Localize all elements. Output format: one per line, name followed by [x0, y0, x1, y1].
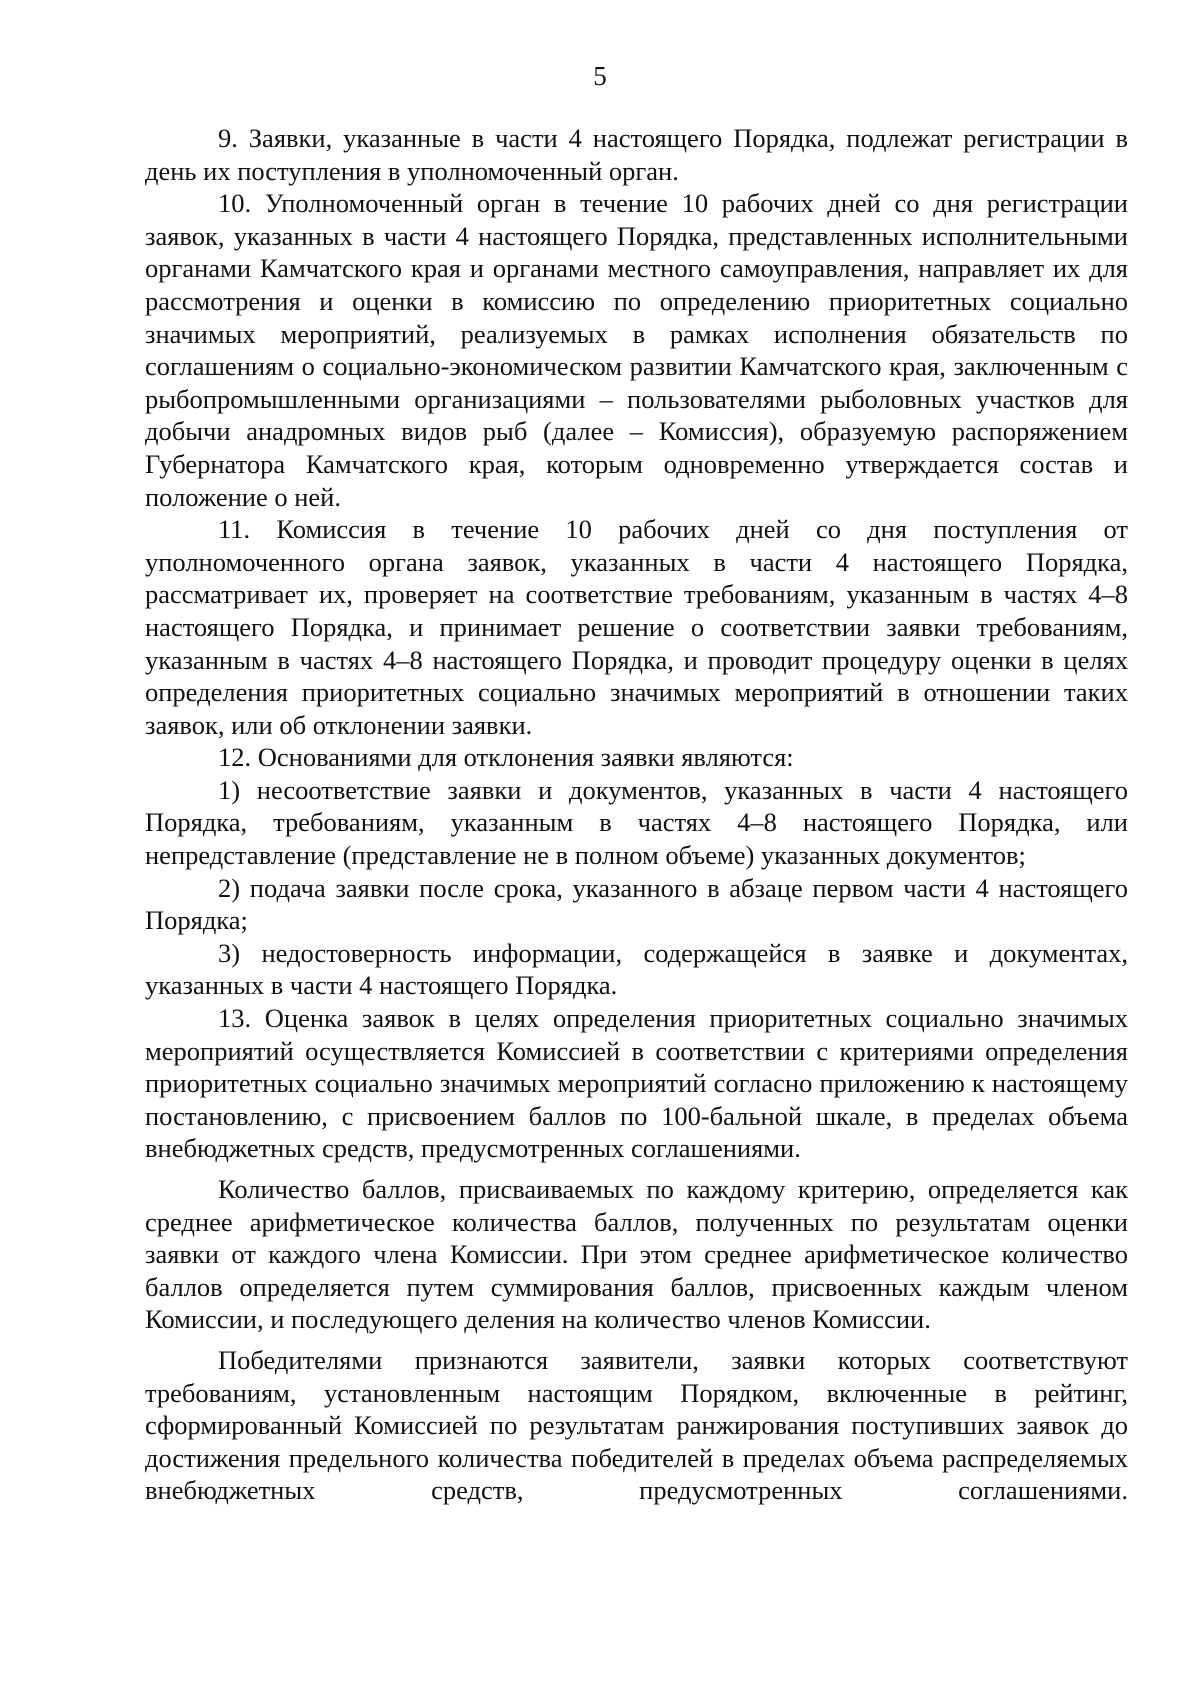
paragraph-12-item-2: 2) подача заявки после срока, указанного в абзаце первом части 4 настоящего Порядка; [145, 872, 1128, 936]
paragraph-11: 11. Комиссия в течение 10 рабочих дней со дня поступления от уполномоченного органа заявок, указанных в части 4 настоящего Порядка, рассматривает их, проверяет на соответствие требованиям, указанным в частях 4–8 настоящего Порядка, и принимает решение о соответствии заявки требованиям, указанным в частях 4–8 настоящего Порядка, и проводит процедуру оценки в целях определения приоритетных социально значимых мероприятий в отношении таких заявок, или об отклонении заявки. [145, 514, 1128, 740]
paragraph-10: 10. Уполномоченный орган в течение 10 рабочих дней со дня регистрации заявок, указанных в части 4 настоящего Порядка, представленных исполнительными органами Камчатского края и органами местного самоуправления, направляет их для рассмотрения и оценки в комиссию по определению приоритетных социально значимых мероприятий, реализуемых в рамках исполнения обязательств по соглашениям о социально-экономическом развитии Камчатского края, заключенным с рыбопромышленными организациями – пользователями рыболовных участков для добычи анадромных видов рыб (далее – Комиссия), образуемую распоряжением Губернатора Камчатского края, которым одновременно утверждается состав и положение о ней. [145, 188, 1128, 512]
paragraph-9: 9. Заявки, указанные в части 4 настоящего Порядка, подлежат регистрации в день их поступления в уполномоченный орган. [145, 123, 1128, 186]
document-body [145, 122, 1128, 1507]
paragraph-12-item-3: 3) недостоверность информации, содержащейся в заявке и документах, указанных в части 4 настоящего Порядка. [145, 937, 1128, 1001]
page-number: 5 [593, 61, 607, 91]
paragraph-13: 13. Оценка заявок в целях определения приоритетных социально значимых мероприятий осуществляется Комиссией в соответствии с критериями определения приоритетных социально значимых мероприятий согласно приложению к настоящему постановлению, с присвоением баллов по 100-бальной шкале, в пределах объема внебюджетных средств, предусмотренных соглашениями. [145, 1003, 1128, 1164]
paragraph-score-calculation: Количество баллов, присваиваемых по каждому критерию, определяется как среднее арифметическое количества баллов, полученных по результатам оценки заявки от каждого члена Комиссии. При этом среднее арифметическое количество баллов определяется путем суммирования баллов, присвоенных каждым членом Комиссии, и последующего деления на количество членов Комиссии. [145, 1174, 1128, 1335]
paragraph-12-item-1: 1) несоответствие заявки и документов, указанных в части 4 настоящего Порядка, требованиям, указанным в частях 4–8 настоящего Порядка, или непредставление (представление не в полном объеме) указанных документов; [145, 774, 1128, 871]
paragraph-12: 12. Основаниями для отклонения заявки являются: [218, 742, 794, 773]
paragraph-winners: Победителями признаются заявители, заявки которых соответствуют требованиям, установленным настоящим Порядком, включенные в рейтинг, сформированный Комиссией по результатам ранжирования поступивших заявок до достижения предельного количества победителей в пределах объема распределяемых внебюджетных средств, предусмотренных соглашениями. [145, 1344, 1128, 1506]
